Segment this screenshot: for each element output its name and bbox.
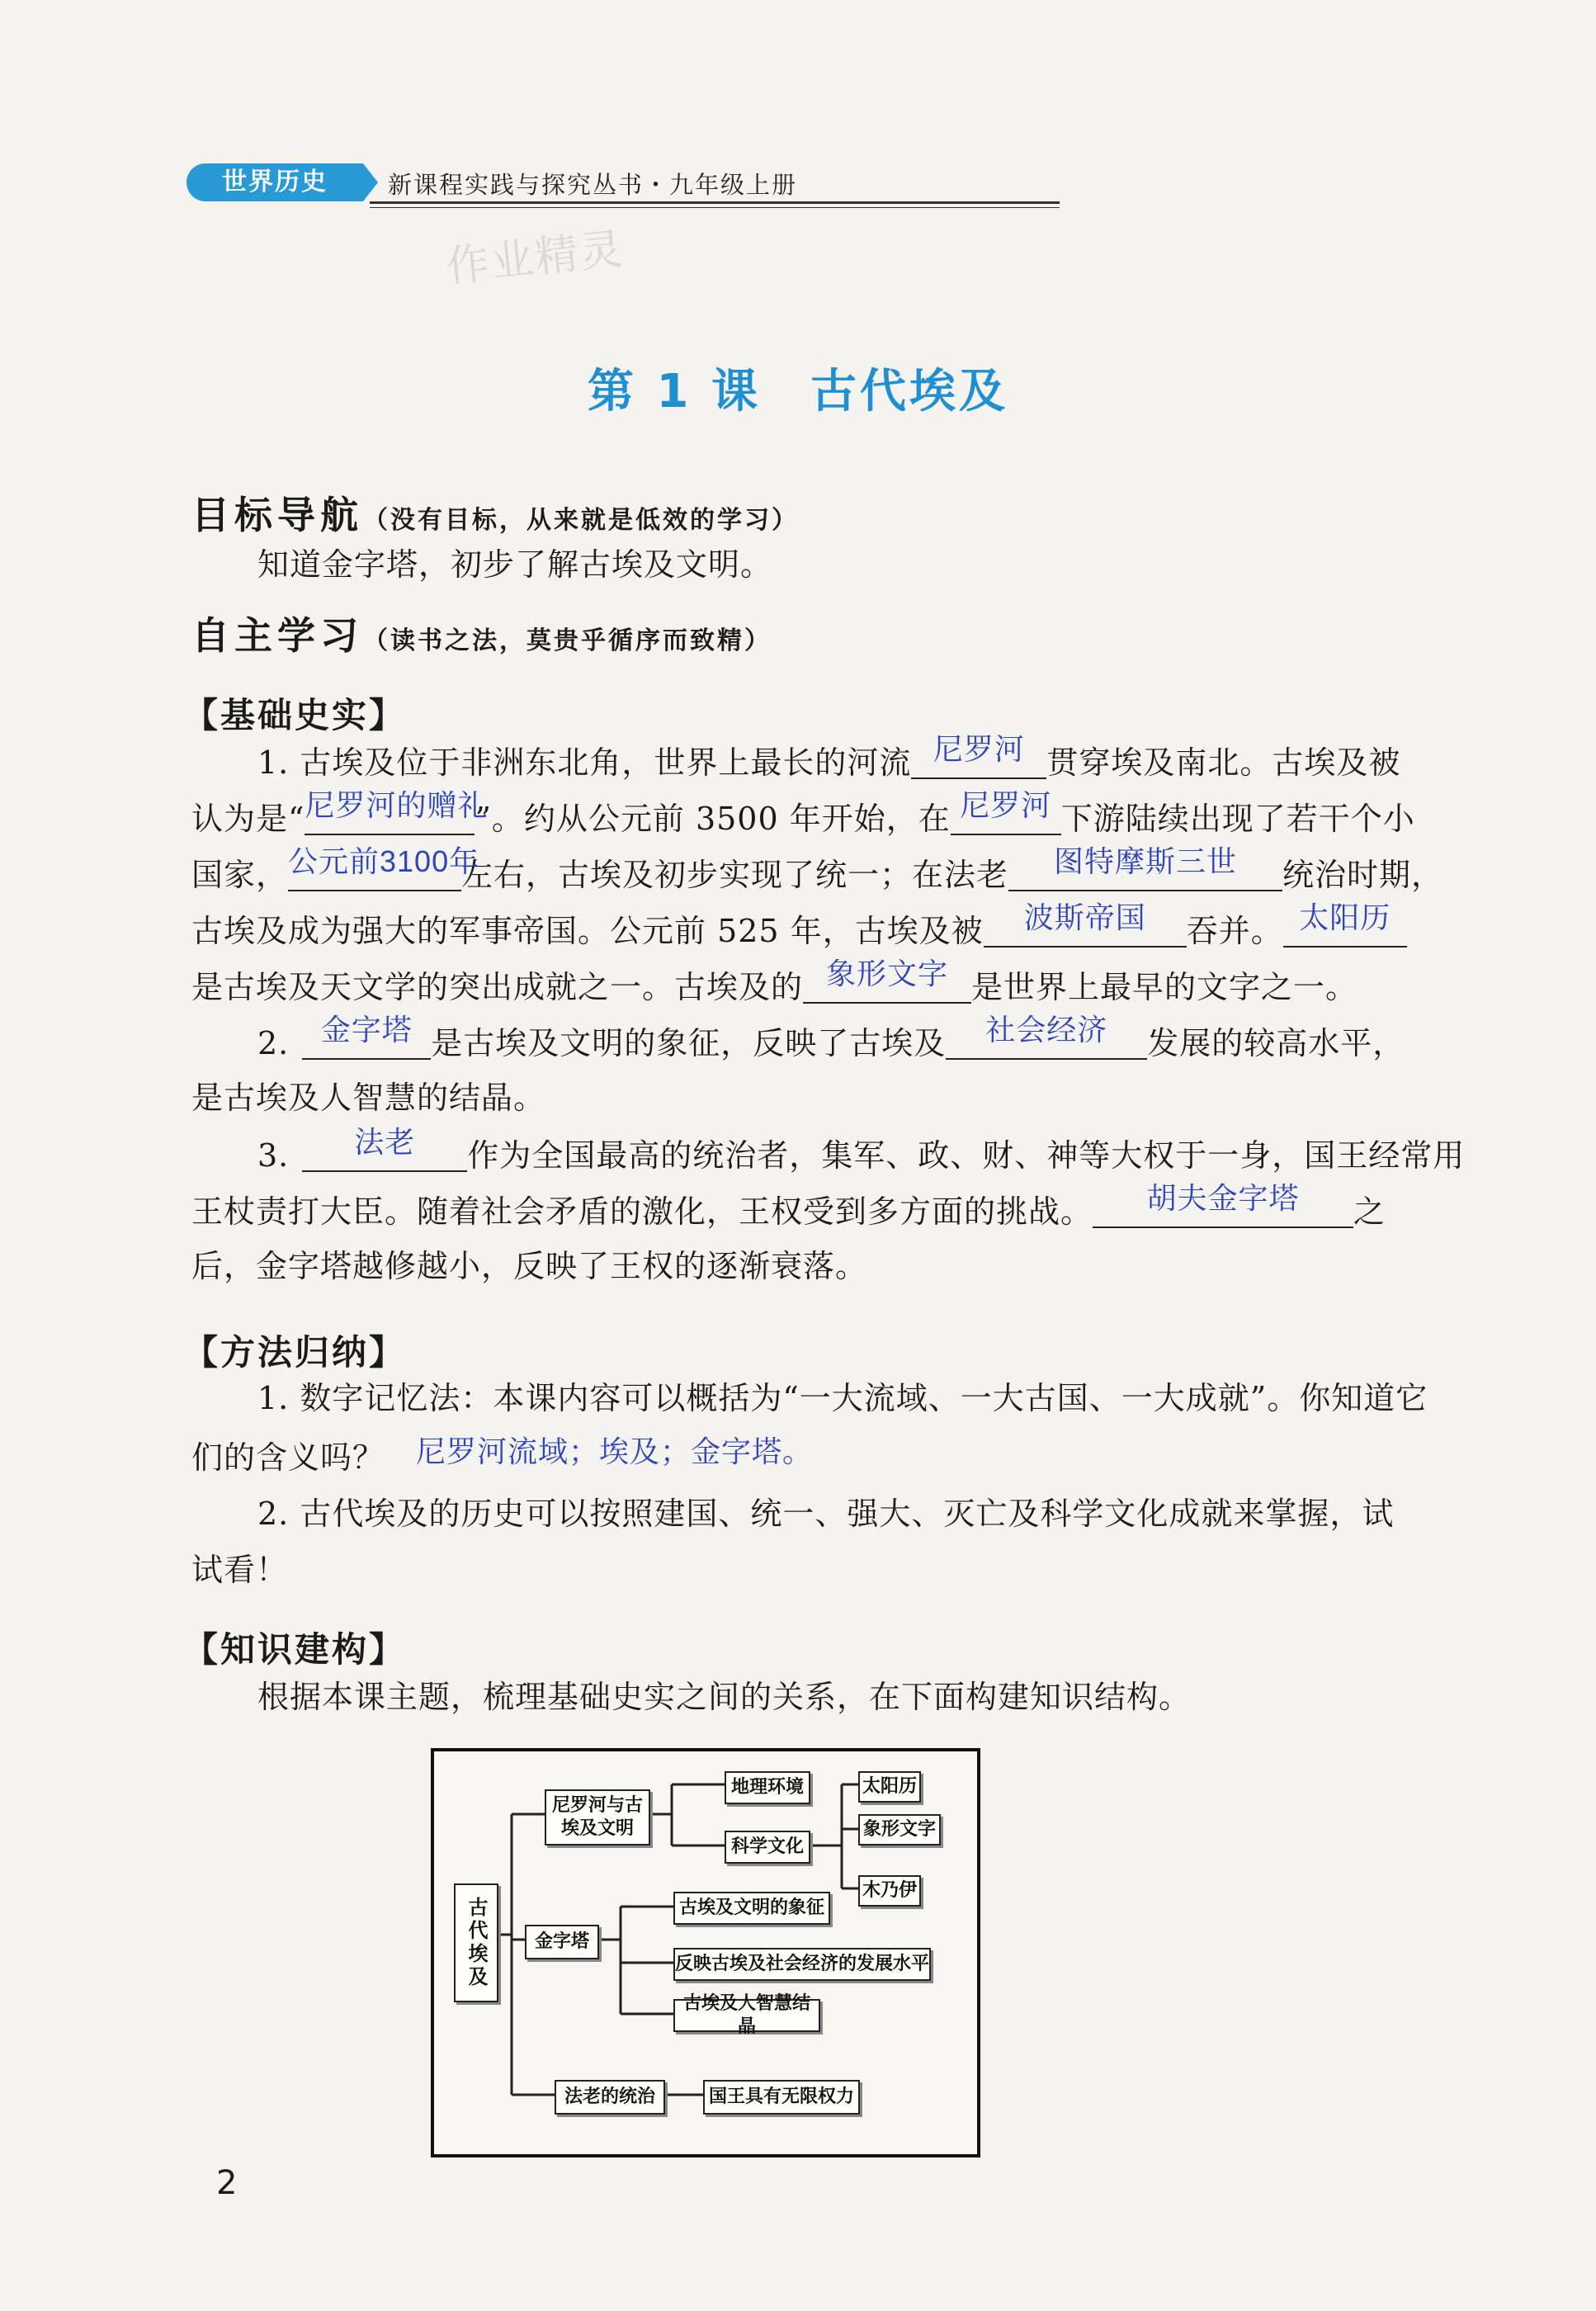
text-span: 们的含义吗？ bbox=[191, 1439, 385, 1476]
q3-line3: 后，金字塔越修越小，反映了王权的逐渐衰落。 bbox=[191, 1248, 868, 1284]
handwritten-answer: 公元前3100年 bbox=[288, 844, 480, 878]
methods-p1-line2 bbox=[191, 1434, 1421, 1476]
text-span: 2. bbox=[257, 1025, 290, 1061]
diagram-pharaoh-item: 国王具有无限权力 bbox=[703, 2080, 860, 2115]
handwritten-answer: 尼罗河的赠礼 bbox=[305, 788, 489, 822]
answer-blank bbox=[946, 1013, 1147, 1060]
handwritten-answer: 图特摩斯三世 bbox=[1054, 844, 1238, 878]
diagram-sci-item: 象形文字 bbox=[858, 1814, 941, 1845]
handwritten-answer: 尼罗河 bbox=[960, 788, 1052, 822]
methods-heading: 【方法归纳】 bbox=[183, 1332, 407, 1373]
knowledge-structure-diagram bbox=[431, 1748, 980, 2157]
page-header bbox=[187, 162, 871, 205]
handwritten-answer: 法老 bbox=[354, 1125, 416, 1159]
text-span: 贯穿埃及南北。古埃及被 bbox=[1046, 744, 1401, 781]
text-span: 1. 古埃及位于非洲东北角，世界上最长的河流 bbox=[257, 744, 912, 781]
diagram-branch-pyramid: 金字塔 bbox=[525, 1925, 599, 1959]
text-span: 吞并。 bbox=[1186, 913, 1283, 949]
text-span: 王杖责打大臣。随着社会矛盾的激化，王权受到多方面的挑战。 bbox=[191, 1193, 1093, 1230]
q1-line3 bbox=[191, 844, 1444, 893]
text-span: 作为全国最高的统治者，集军、政、财、神等大权于一身，国王经常用 bbox=[467, 1137, 1466, 1174]
diagram-root: 古代埃及 bbox=[454, 1883, 498, 2002]
text-span: 古埃及成为强大的军事帝国。公元前 525 年，古埃及被 bbox=[191, 913, 984, 949]
handwritten-answer: 尼罗河流域；埃及；金字塔。 bbox=[416, 1434, 814, 1468]
lesson-title: 第 1 课 古代埃及 bbox=[588, 365, 1008, 418]
handwritten-answer: 象形文字 bbox=[826, 957, 949, 990]
answer-blank bbox=[1283, 900, 1407, 948]
diagram-branch-nile: 尼罗河与古埃及文明 bbox=[545, 1789, 650, 1845]
diagram-branch-pharaoh: 法老的统治 bbox=[555, 2080, 665, 2115]
self-study-note: （读书之法，莫贵乎循序而致精） bbox=[363, 626, 772, 655]
diagram-pyramid-item: 古埃及人智慧结晶 bbox=[673, 1999, 820, 2032]
handwritten-answer: 太阳历 bbox=[1299, 900, 1391, 934]
q3-line1 bbox=[257, 1125, 1466, 1174]
q2-line2: 是古埃及人智慧的结晶。 bbox=[191, 1080, 546, 1116]
text-span: 3. bbox=[257, 1137, 290, 1174]
q2-line1 bbox=[257, 1013, 1421, 1061]
watermark: 作业精灵 bbox=[444, 224, 627, 293]
q1-line2 bbox=[191, 788, 1421, 837]
answer-blank bbox=[288, 844, 480, 891]
answer-blank bbox=[951, 788, 1061, 835]
diagram-pyramid-item: 古埃及文明的象征 bbox=[673, 1892, 830, 1925]
text-span: 是古埃及天文学的突出成就之一。古埃及的 bbox=[191, 969, 804, 1005]
handwritten-answer: 社会经济 bbox=[985, 1013, 1108, 1047]
text-span: 统治时期， bbox=[1282, 857, 1444, 893]
q1-line5 bbox=[191, 957, 1421, 1005]
page-number: 2 bbox=[216, 2164, 238, 2202]
methods-p2-line2: 试看！ bbox=[191, 1552, 289, 1588]
answer-blank bbox=[305, 788, 489, 835]
handwritten-answer: 胡夫金字塔 bbox=[1146, 1181, 1300, 1215]
diagram-sci-culture: 科学文化 bbox=[725, 1831, 810, 1864]
text-span: 之 bbox=[1353, 1193, 1386, 1230]
diagram-geo-environment: 地理环境 bbox=[725, 1771, 810, 1804]
basics-heading: 【基础史实】 bbox=[183, 695, 407, 735]
header-subtitle: 新课程实践与探究丛书・九年级上册 bbox=[388, 171, 798, 199]
text-span: 认为是“ bbox=[191, 801, 305, 837]
knowledge-heading: 【知识建构】 bbox=[183, 1629, 407, 1670]
handwritten-answer: 金字塔 bbox=[320, 1013, 413, 1047]
methods-p2-line1: 2. 古代埃及的历史可以按照建国、统一、强大、灭亡及科学文化成就来掌握，试 bbox=[257, 1496, 1395, 1532]
header-rule-thin bbox=[370, 207, 1060, 208]
text-span: 是古埃及文明的象征，反映了古埃及 bbox=[431, 1025, 947, 1061]
text-span: 左右，古埃及初步实现了统一；在法老 bbox=[461, 857, 1009, 893]
answer-blank bbox=[1093, 1181, 1353, 1228]
text-span: 发展的较高水平， bbox=[1147, 1025, 1405, 1061]
answer-blank bbox=[302, 1125, 467, 1172]
text-span: 下游陆续出现了若干个小 bbox=[1060, 801, 1415, 837]
handwritten-answer: 尼罗河 bbox=[933, 732, 1025, 766]
answer-blank bbox=[302, 1013, 431, 1060]
diagram-sci-item: 木乃伊 bbox=[858, 1875, 921, 1907]
methods-p1-line1: 1. 数字记忆法：本课内容可以概括为“一大流域、一大古国、一大成就”。你知道它 bbox=[257, 1380, 1428, 1416]
self-study-heading bbox=[191, 606, 772, 660]
diagram-sci-item: 太阳历 bbox=[858, 1771, 921, 1803]
answer-blank bbox=[911, 732, 1046, 779]
q3-line2 bbox=[191, 1181, 1421, 1230]
diagram-pyramid-item: 反映古埃及社会经济的发展水平 bbox=[673, 1948, 931, 1981]
handwritten-answer: 波斯帝国 bbox=[1023, 900, 1146, 934]
self-study-heading-text: 自主学习 bbox=[191, 613, 363, 658]
q1-line4 bbox=[191, 900, 1421, 949]
knowledge-intro: 根据本课主题，梳理基础史实之间的关系，在下面构建知识结构。 bbox=[257, 1679, 1192, 1715]
header-tag: 世界历史 bbox=[187, 163, 363, 201]
header-rule bbox=[370, 201, 1060, 204]
text-span: ”。约从公元前 3500 年开始，在 bbox=[475, 801, 951, 837]
answer-blank bbox=[1008, 844, 1282, 891]
goals-note: （没有目标，从来就是低效的学习） bbox=[363, 506, 799, 535]
goals-text: 知道金字塔，初步了解古埃及文明。 bbox=[257, 546, 773, 583]
answer-blank bbox=[803, 957, 971, 1004]
goals-heading-text: 目标导航 bbox=[191, 493, 363, 537]
answer-blank bbox=[984, 900, 1187, 948]
q1-line1 bbox=[257, 732, 1421, 781]
text-span: 国家， bbox=[191, 857, 289, 893]
text-span: 是世界上最早的文字之一。 bbox=[971, 969, 1358, 1005]
goals-heading bbox=[191, 485, 799, 540]
